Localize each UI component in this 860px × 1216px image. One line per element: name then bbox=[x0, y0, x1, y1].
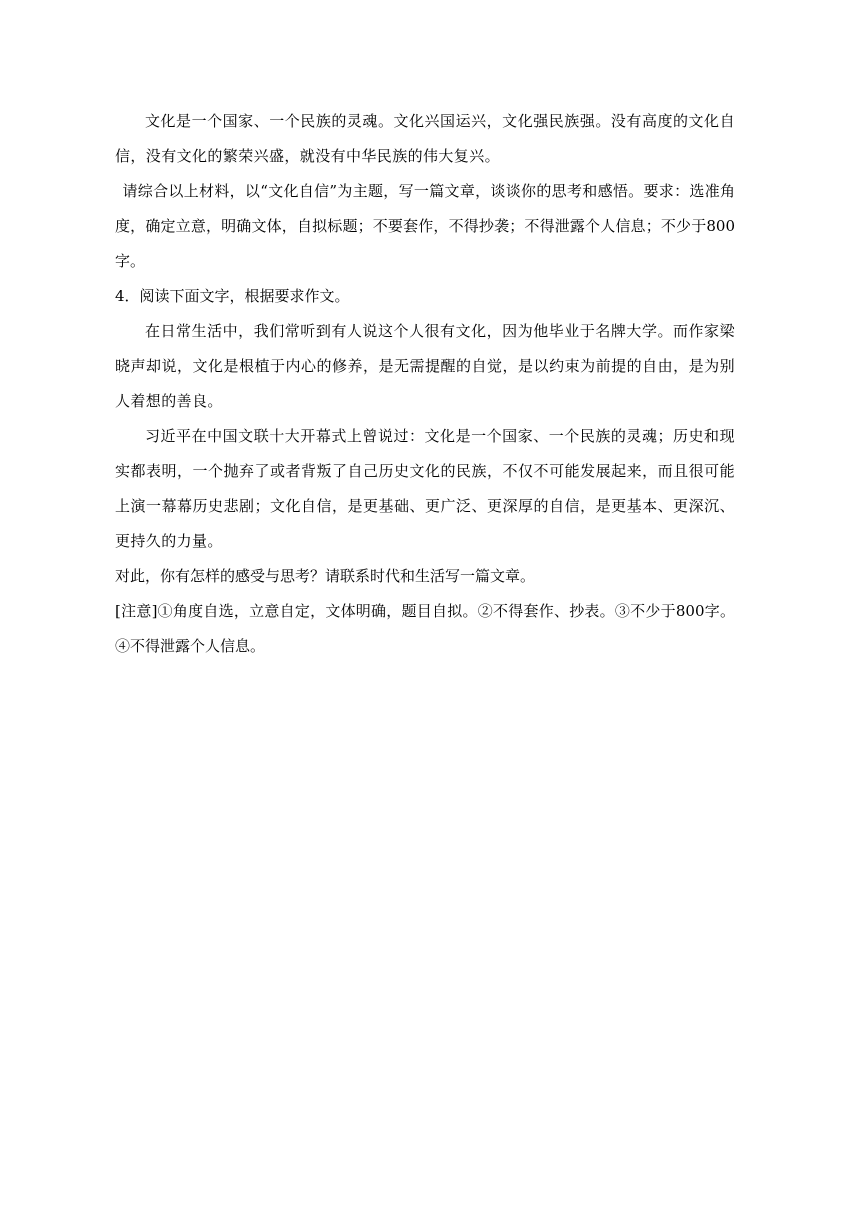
writing-task: 对此，你有怎样的感受与思考？请联系时代和生活写一篇文章。 bbox=[115, 567, 536, 585]
material-paragraph-speech-quote: 习近平在中国文联十大开幕式上曾说过：文化是一个国家、一个民族的灵魂；历史和现实都表明，一个抛弃了或者背叛了自己历史文化的民族，不仅不可能发展起来，而且很可能上演一幕幕历史悲剧；文化自信，是更基础、更广泛、更深厚的自信，是更基本、更深沉、更持久的力量。 bbox=[115, 427, 735, 550]
document-body bbox=[115, 104, 735, 664]
writing-prompt-culture-confidence: 请综合以上材料，以“文化自信”为主题，写一篇文章，谈谈你的思考和感悟。要求：选准角度，确定立意，明确文体，自拟标题；不要套作，不得抄袭；不得泄露个人信息；不少于800字。 bbox=[115, 182, 735, 270]
material-paragraph-liang-xiaosheng: 在日常生活中，我们常听到有人说这个人很有文化，因为他毕业于名牌大学。而作家梁晓声却说，文化是根植于内心的修养，是无需提醒的自觉，是以约束为前提的自由，是为别人着想的善良。 bbox=[115, 322, 735, 410]
question-4-heading: 4．阅读下面文字，根据要求作文。 bbox=[115, 287, 350, 305]
material-paragraph-culture-soul: 文化是一个国家、一个民族的灵魂。文化兴国运兴，文化强民族强。没有高度的文化自信，没有文化的繁荣兴盛，就没有中华民族的伟大复兴。 bbox=[115, 112, 735, 165]
writing-notes: [注意]①角度自选，立意自定，文体明确，题目自拟。②不得套作、抄表。③不少于800字。④不得泄露个人信息。 bbox=[115, 602, 735, 655]
